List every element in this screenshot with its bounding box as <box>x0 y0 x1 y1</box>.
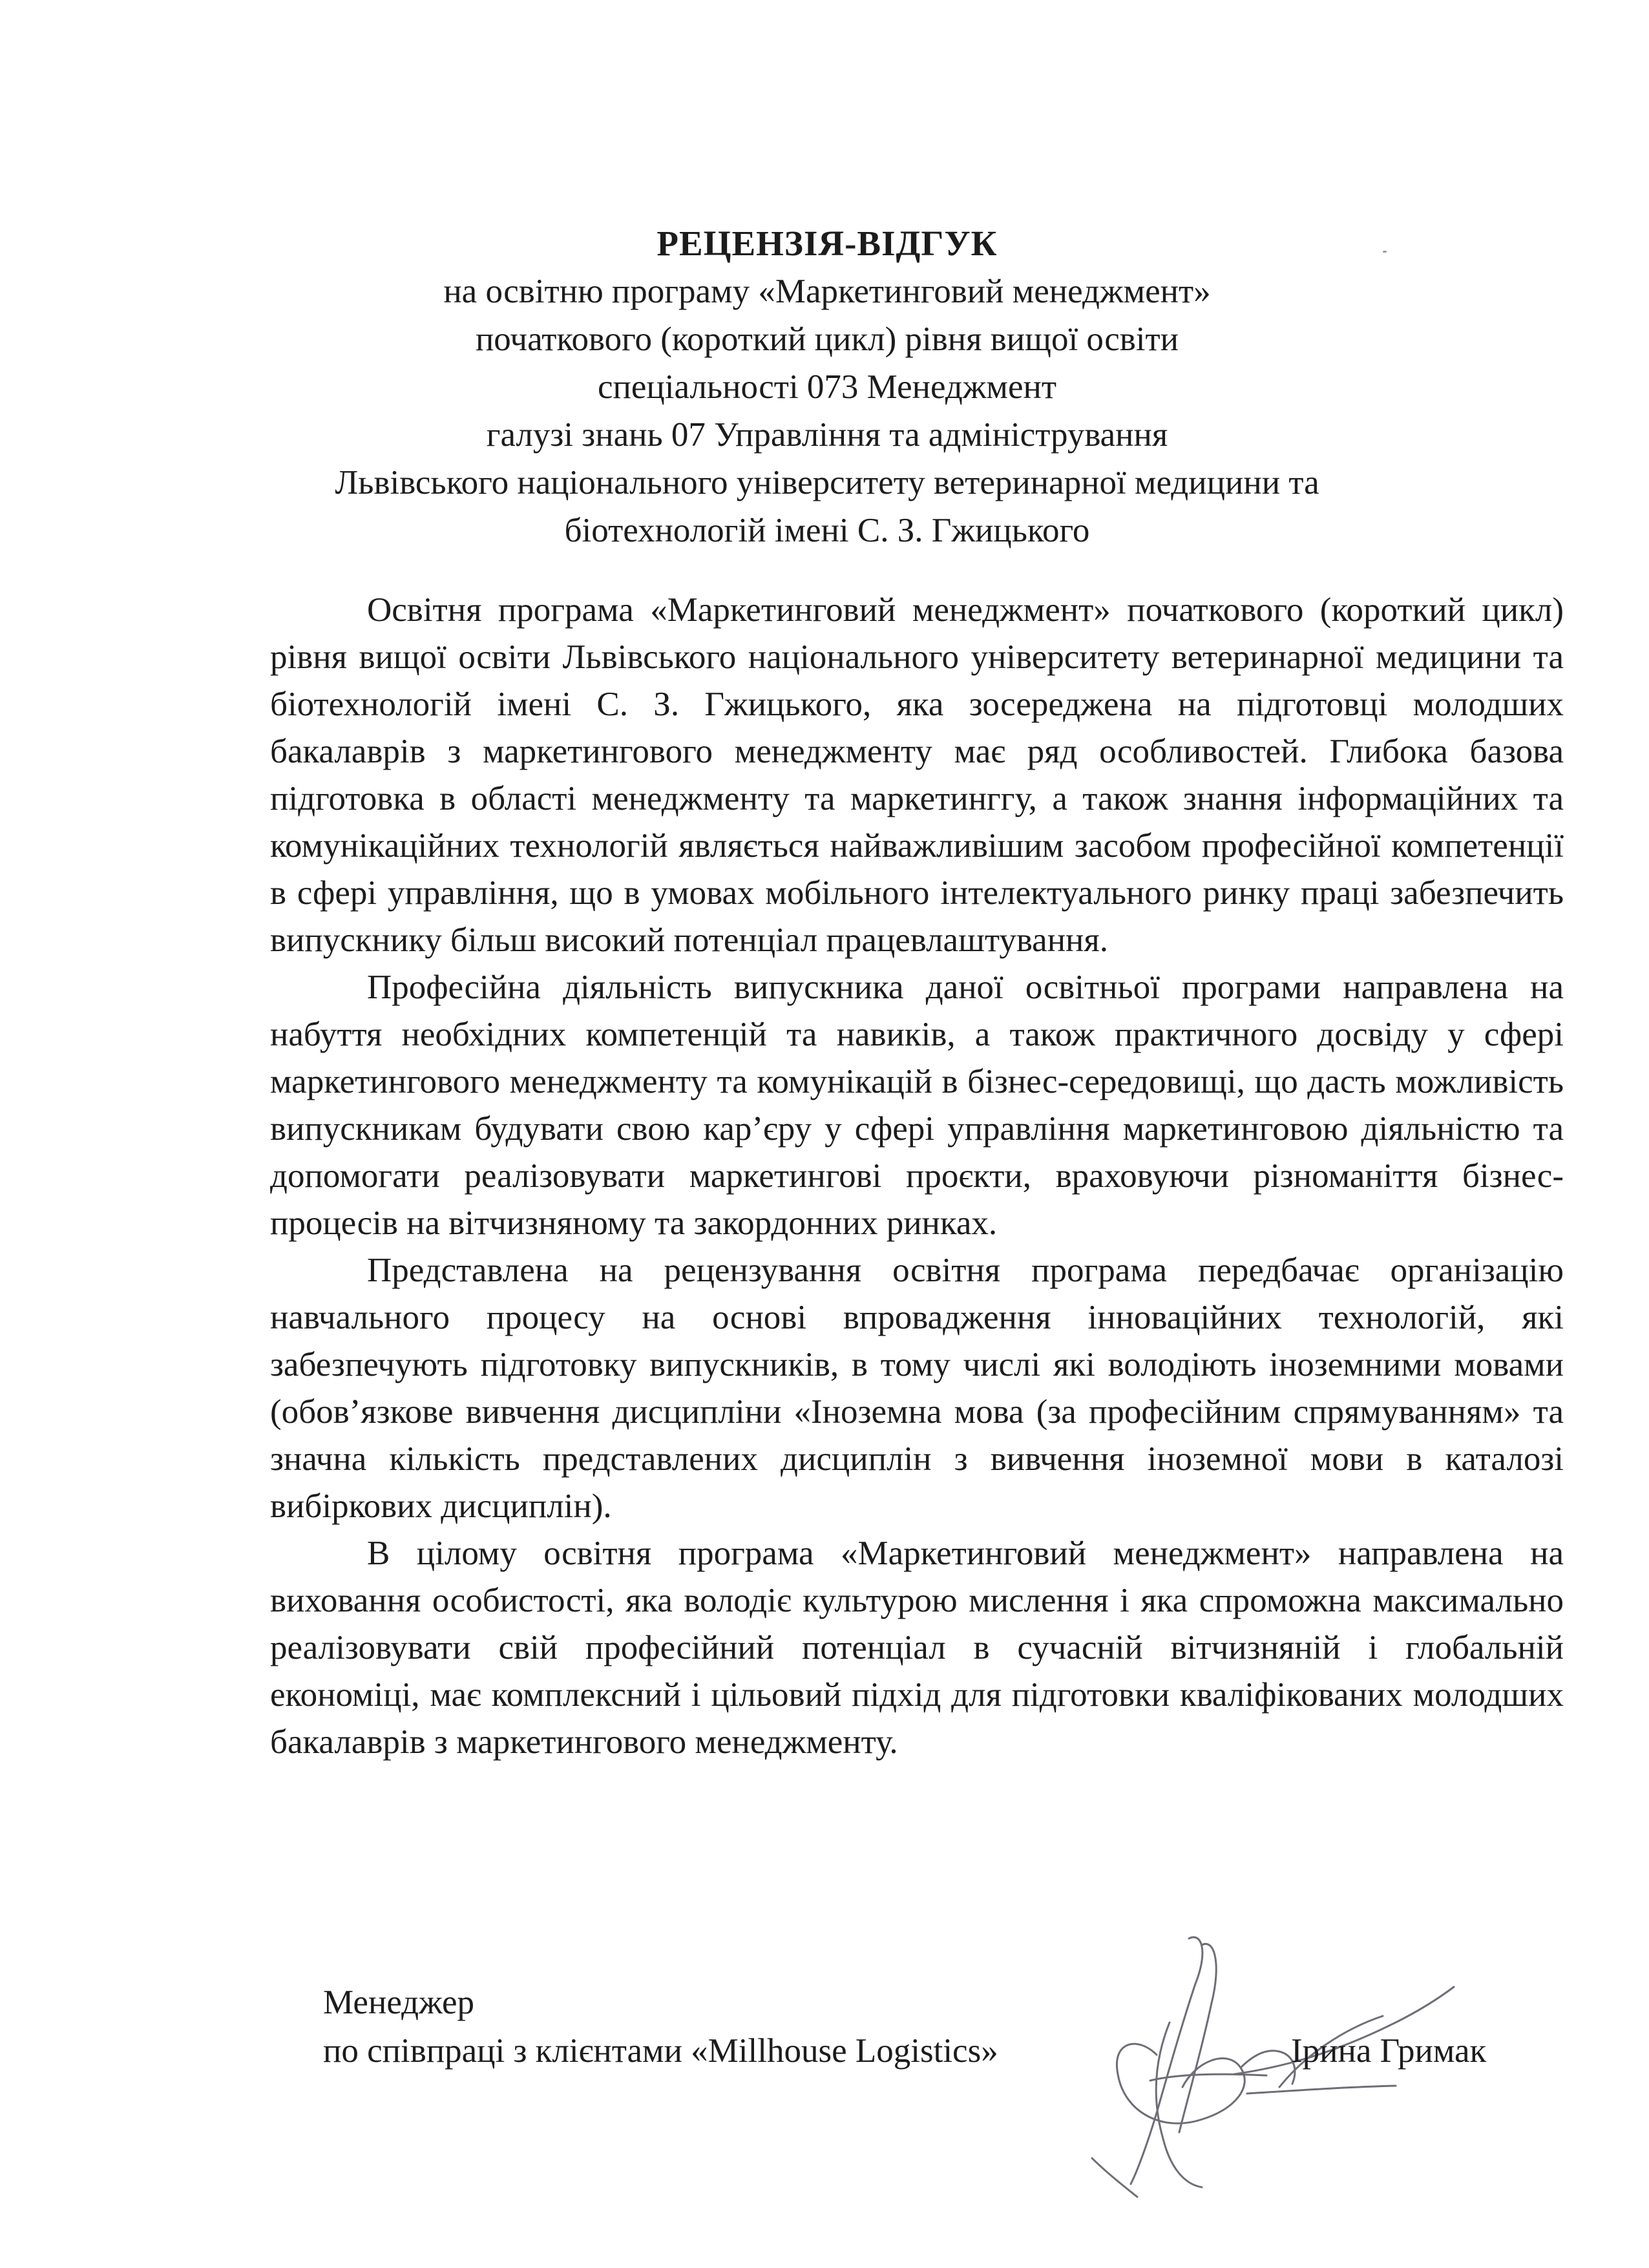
header-line: біотехнологій імені С. З. Гжицького <box>564 512 1090 549</box>
document-header <box>194 220 1460 554</box>
signatory-position <box>323 1979 998 2075</box>
signatory-position-line: по співпраці з клієнтами «Millhouse Logistics» <box>323 2032 998 2070</box>
body-paragraph: Освітня програма «Маркетинговий менеджмент» початкового (короткий цикл) рівня вищої освіти Львівського національного університету ветеринарної медицини та біотехнологій імені С. З. Гжицького, яка зосереджена на підготовці молодших бакалаврів з маркетингового менеджменту має ряд особливостей. Глибока базова підготовка в області менеджменту та маркетинггу, а також знання інформаційних та комунікаційних технологій являється найважливішим засобом професійної компетенції в сфері управління, що в умовах мобільного інтелектуального ринку праці забезпечить випускнику більш високий потенціал працевлаштування. <box>270 591 1564 959</box>
signatory-position-line: Менеджер <box>323 1984 475 2021</box>
header-line: початкового (короткий цикл) рівня вищої освіти <box>475 320 1179 358</box>
document-title: РЕЦЕНЗІЯ-ВІДГУК <box>656 224 998 263</box>
header-line: галузі знань 07 Управління та адміністрування <box>486 416 1168 454</box>
document-body <box>270 587 1564 1766</box>
body-paragraph: Професійна діяльність випускника даної освітньої програми направлена на набуття необхідних компетенцій та навиків, а також практичного досвіду у сфері маркетингового менеджменту та комунікацій в бізнес-середовищі, що дасть можливість випускникам будувати свою кар’єру у сфері управління маркетинговою діяльністю та допомогати реалізовувати маркетингові проєкти, враховуючи різноманіття бізнес-процесів на вітчизняному та закордонних ринках. <box>270 969 1564 1242</box>
header-line: Львівського національного університету ветеринарної медицини та <box>335 464 1319 501</box>
signatory-name: Ірина Гримак <box>1291 2032 1487 2070</box>
header-line: на освітню програму «Маркетинговий менеджмент» <box>443 273 1211 310</box>
body-paragraph: Представлена на рецензування освітня програма передбачає організацію навчального процесу на основі впровадження інноваційних технологій, які забезпечують підготовку випускників, в тому числі які володіють іноземними мовами (обов’язкове вивчення дисципліни «Іноземна мова (за професійним спрямуванням» та значна кількість представлених дисциплін з вивчення іноземної мови в каталозі вибіркових дисциплін). <box>270 1252 1564 1525</box>
header-line: спеціальності 073 Менеджмент <box>597 368 1056 406</box>
body-paragraph: В цілому освітня програма «Маркетинговий менеджмент» направлена на виховання особистості, яка володіє культурою мислення і яка спроможна максимально реалізовувати свій професійний потенціал в сучасній вітчизняній і глобальній економіці, має комплексний і цільовий підхід для підготовки кваліфікованих молодших бакалаврів з маркетингового менеджменту. <box>270 1535 1564 1761</box>
